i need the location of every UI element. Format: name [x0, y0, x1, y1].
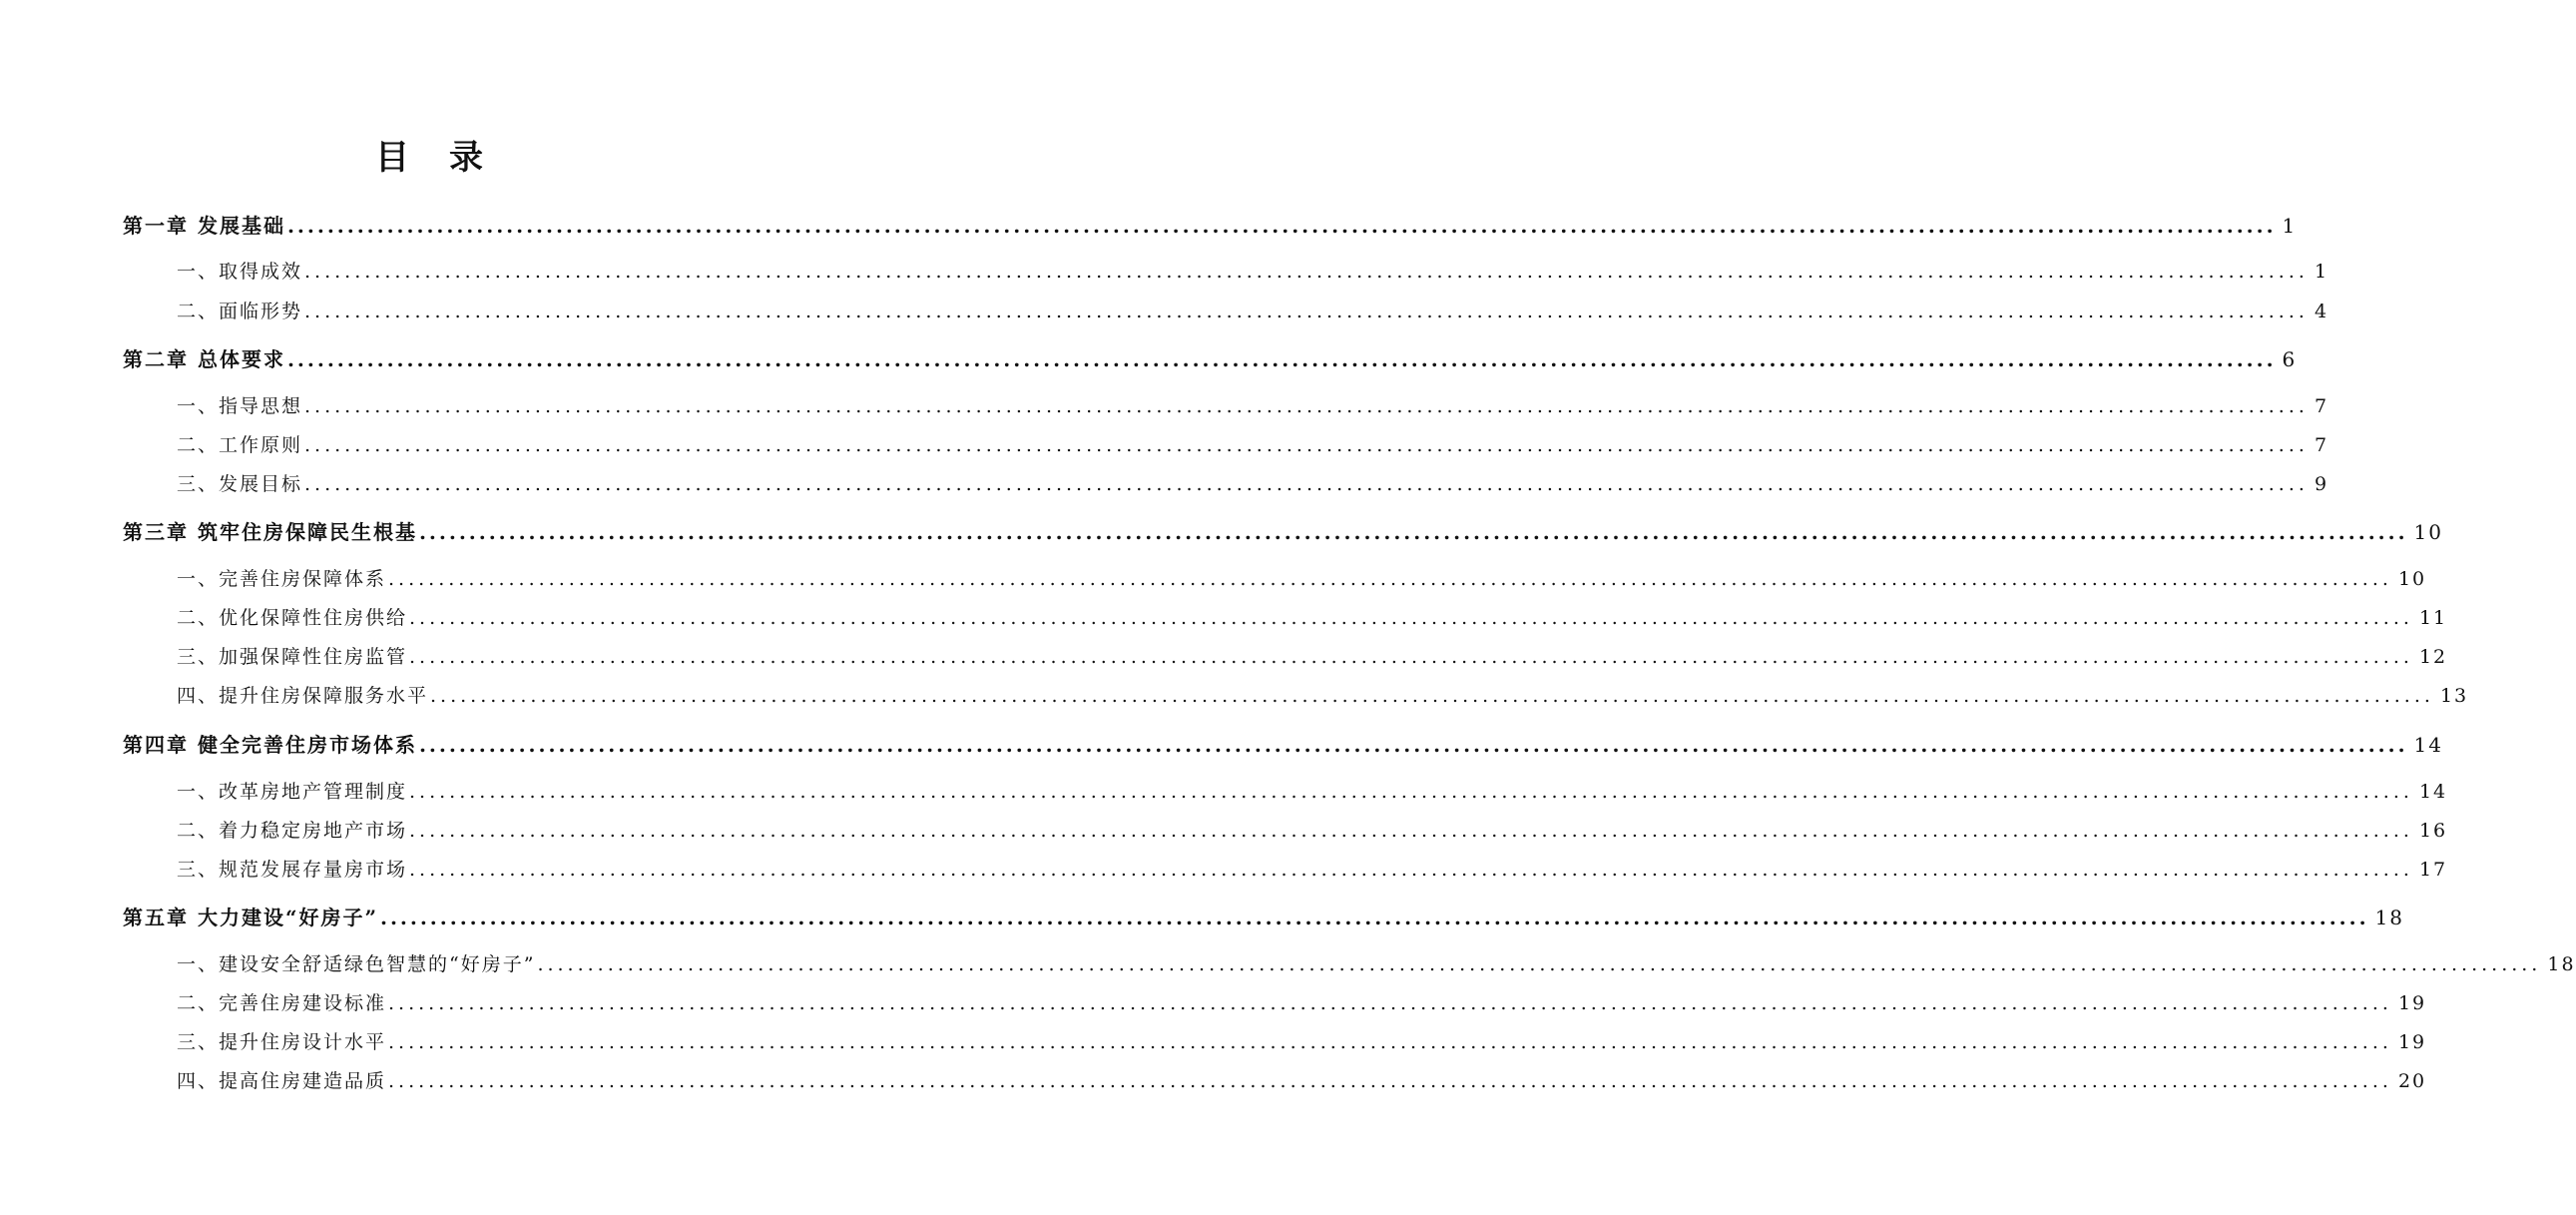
- toc-entry-label: 一、完善住房保障体系: [177, 568, 387, 590]
- toc-section-entry: [177, 988, 2427, 1018]
- toc-leader-dots: ........................................................................................................................................................................................................: [286, 214, 2277, 238]
- toc-page-number: 20: [2397, 1070, 2427, 1092]
- toc-leader-dots: ........................................................................................................................................................................................................: [418, 520, 2408, 544]
- toc-entry-label: 二、面临形势: [177, 301, 303, 322]
- toc-page-number: 9: [2314, 473, 2329, 495]
- toc-chapter-entry: [123, 902, 2405, 931]
- toc-leader-dots: ........................................................................................................................................................................................................: [537, 953, 2542, 975]
- toc-leader-dots: ........................................................................................................................................................................................................: [430, 685, 2434, 707]
- toc-entry-label: 二、完善住房建设标准: [177, 992, 387, 1014]
- toc-leader-dots: ........................................................................................................................................................................................................: [388, 992, 2392, 1014]
- toc-page-number: 13: [2439, 685, 2469, 707]
- toc-leader-dots: ........................................................................................................................................................................................................: [409, 820, 2413, 842]
- toc-chapter-entry: [123, 343, 2298, 373]
- toc-leader-dots: ........................................................................................................................................................................................................: [286, 347, 2277, 371]
- toc-entry-label: 二、优化保障性住房供给: [177, 607, 408, 629]
- toc-entry-label: 一、指导思想: [177, 395, 303, 417]
- toc-page-number: 19: [2397, 1031, 2427, 1053]
- toc-leader-dots: ........................................................................................................................................................................................................: [379, 906, 2369, 929]
- toc-section-entry: [177, 297, 2329, 326]
- toc-page-number: 7: [2314, 395, 2329, 417]
- toc-section-entry: [177, 855, 2448, 885]
- toc-entry-label: 三、加强保障性住房监管: [177, 646, 408, 668]
- toc-page-number: 16: [2418, 820, 2448, 842]
- toc-entry-label: 四、提升住房保障服务水平: [177, 685, 429, 707]
- toc-entry-label: 二、着力稳定房地产市场: [177, 820, 408, 842]
- toc-section-entry: [177, 603, 2448, 633]
- toc-chapter-entry: [123, 729, 2443, 759]
- toc-section-entry: [177, 257, 2329, 287]
- toc-entry-label: 一、建设安全舒适绿色智慧的“好房子”: [177, 953, 536, 975]
- toc-page-number: 12: [2418, 646, 2448, 668]
- toc-page-number: 18: [2374, 906, 2405, 929]
- toc-section-entry: [177, 430, 2329, 460]
- toc-page-number: 14: [2413, 733, 2443, 757]
- toc-leader-dots: ........................................................................................................................................................................................................: [409, 781, 2413, 803]
- toc-section-entry: [177, 1066, 2427, 1096]
- toc-entry-label: 四、提高住房建造品质: [177, 1070, 387, 1092]
- toc-entry-label: 第四章 健全完善住房市场体系: [123, 733, 417, 757]
- toc-chapter-entry: [123, 210, 2298, 240]
- toc-section-entry: [177, 391, 2329, 421]
- toc-entry-label: 三、发展目标: [177, 473, 303, 495]
- toc-page-number: 14: [2418, 781, 2448, 803]
- page-title-char-2: 录: [449, 138, 483, 178]
- toc-page-number: 4: [2314, 301, 2329, 322]
- toc-leader-dots: ........................................................................................................................................................................................................: [409, 607, 2413, 629]
- toc-leader-dots: ........................................................................................................................................................................................................: [418, 733, 2408, 757]
- toc-entry-label: 第二章 总体要求: [123, 347, 285, 371]
- toc-entry-label: 一、改革房地产管理制度: [177, 781, 408, 803]
- toc-page-number: 11: [2418, 607, 2448, 629]
- toc-page-number: 1: [2282, 214, 2298, 238]
- toc-section-entry: [177, 816, 2448, 846]
- toc-page-number: 10: [2397, 568, 2427, 590]
- page-title: [0, 130, 858, 179]
- toc-section-entry: [177, 1027, 2427, 1057]
- toc-entry-label: 一、取得成效: [177, 261, 303, 283]
- toc-section-entry: [177, 469, 2329, 499]
- toc-leader-dots: ........................................................................................................................................................................................................: [388, 1070, 2392, 1092]
- toc-entry-label: 第一章 发展基础: [123, 214, 285, 238]
- toc-page-number: 6: [2282, 347, 2298, 371]
- toc-leader-dots: ........................................................................................................................................................................................................: [304, 473, 2309, 495]
- toc-page-number: 1: [2314, 261, 2329, 283]
- toc-leader-dots: ........................................................................................................................................................................................................: [304, 261, 2309, 283]
- toc-chapter-entry: [123, 516, 2443, 546]
- toc-leader-dots: ........................................................................................................................................................................................................: [304, 434, 2309, 456]
- toc-leader-dots: ........................................................................................................................................................................................................: [304, 395, 2309, 417]
- toc-leader-dots: ........................................................................................................................................................................................................: [388, 1031, 2392, 1053]
- toc-page-number: 7: [2314, 434, 2329, 456]
- toc-leader-dots: ........................................................................................................................................................................................................: [409, 859, 2413, 881]
- toc-leader-dots: ........................................................................................................................................................................................................: [304, 301, 2309, 322]
- toc-entry-label: 第五章 大力建设“好房子”: [123, 906, 378, 929]
- page-title-char-1: 目: [375, 138, 409, 178]
- toc-section-entry: [177, 949, 2576, 979]
- toc-entry-label: 三、提升住房设计水平: [177, 1031, 387, 1053]
- toc-section-entry: [177, 777, 2448, 807]
- toc-entry-label: 三、规范发展存量房市场: [177, 859, 408, 881]
- toc-page-number: 19: [2397, 992, 2427, 1014]
- toc-entry-label: 二、工作原则: [177, 434, 303, 456]
- toc-page-number: 17: [2418, 859, 2448, 881]
- toc-page-number: 18: [2547, 953, 2576, 975]
- toc-leader-dots: ........................................................................................................................................................................................................: [388, 568, 2392, 590]
- toc-leader-dots: ........................................................................................................................................................................................................: [409, 646, 2413, 668]
- toc-section-entry: [177, 681, 2469, 711]
- toc-section-entry: [177, 642, 2448, 672]
- toc-page-number: 10: [2413, 520, 2443, 544]
- toc-section-entry: [177, 564, 2427, 594]
- toc-entry-label: 第三章 筑牢住房保障民生根基: [123, 520, 417, 544]
